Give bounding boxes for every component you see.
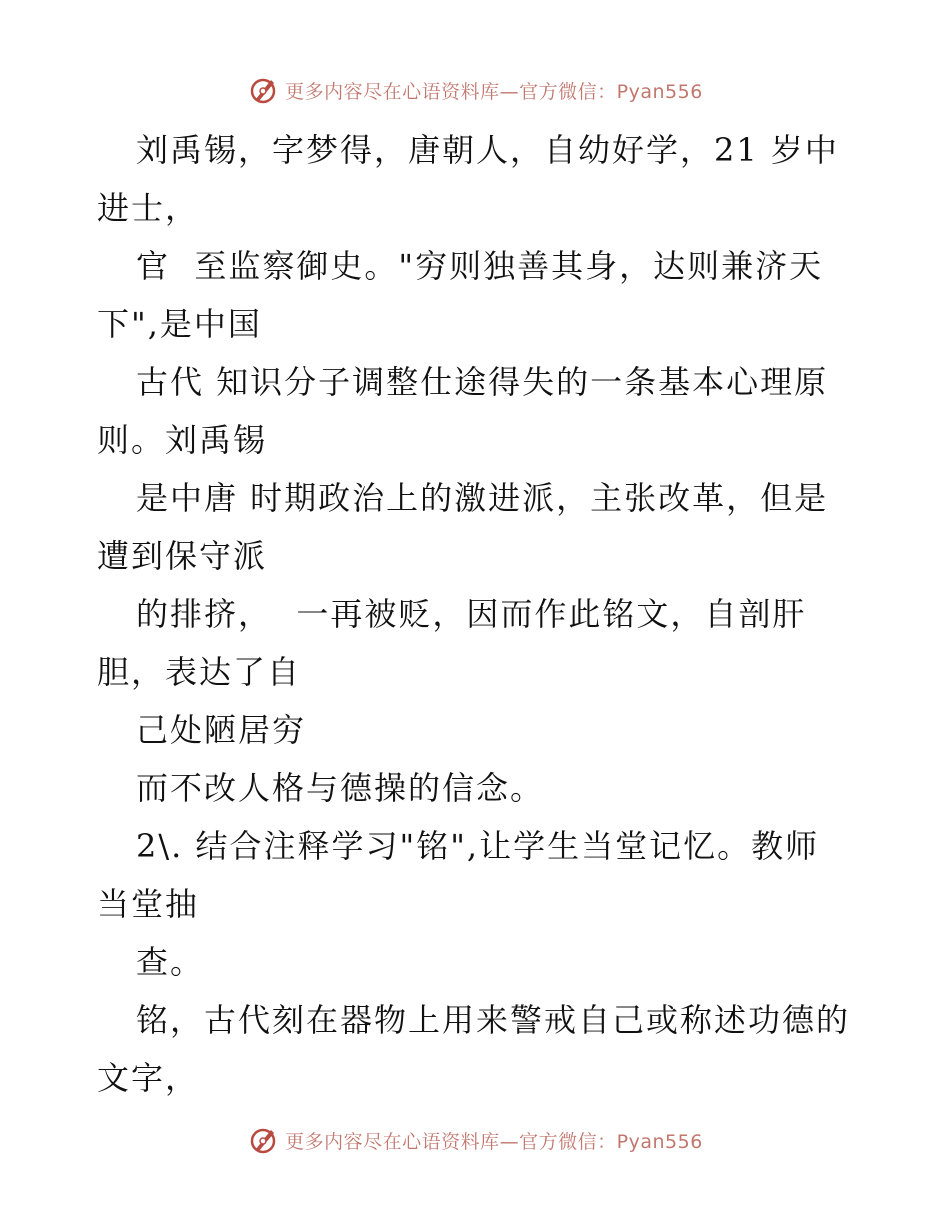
text-line: 而不改人格与德操的信念。 [136,769,545,807]
text-line: 文字， [97,1059,200,1097]
text-line: 是中唐 时期政治上的激进派，主张改革，但是 [136,479,829,517]
text-line: 己处陋居穷 [136,711,307,749]
text-line: 的排挤， 一再被贬，因而作此铭文，自剖肝 [136,595,807,633]
pen-seal-logo-icon [247,74,279,106]
text-line: 当堂抽 [97,885,200,923]
text-line: 进士， [97,189,200,227]
footer-banner-text: 更多内容尽在心语资料库—官方微信：Pyan556 [285,1130,703,1153]
pen-seal-logo-icon [247,1124,279,1156]
text-line: 古代 知识分子调整仕途得失的一条基本心理原 [136,363,829,401]
text-line: 2\. 结合注释学习"铭",让学生当堂记忆。教师 [136,827,820,865]
text-line: 胆，表达了自 [97,653,302,691]
header-banner-text: 更多内容尽在心语资料库—官方微信：Pyan556 [285,80,703,103]
text-line: 官 至监察御史。"穷则独善其身，达则兼济天 [136,247,824,285]
text-line: 刘禹锡，字梦得，唐朝人，自幼好学，21 岁中 [136,131,839,169]
footer-banner [0,1120,950,1160]
text-line: 查。 [136,943,205,981]
text-line: 铭，古代刻在器物上用来警戒自己或称述功德的 [136,1001,851,1039]
text-line: 遭到保守派 [97,537,268,575]
text-line: 则。刘禹锡 [97,421,268,459]
header-banner [0,70,950,110]
text-line: 下",是中国 [97,305,262,343]
